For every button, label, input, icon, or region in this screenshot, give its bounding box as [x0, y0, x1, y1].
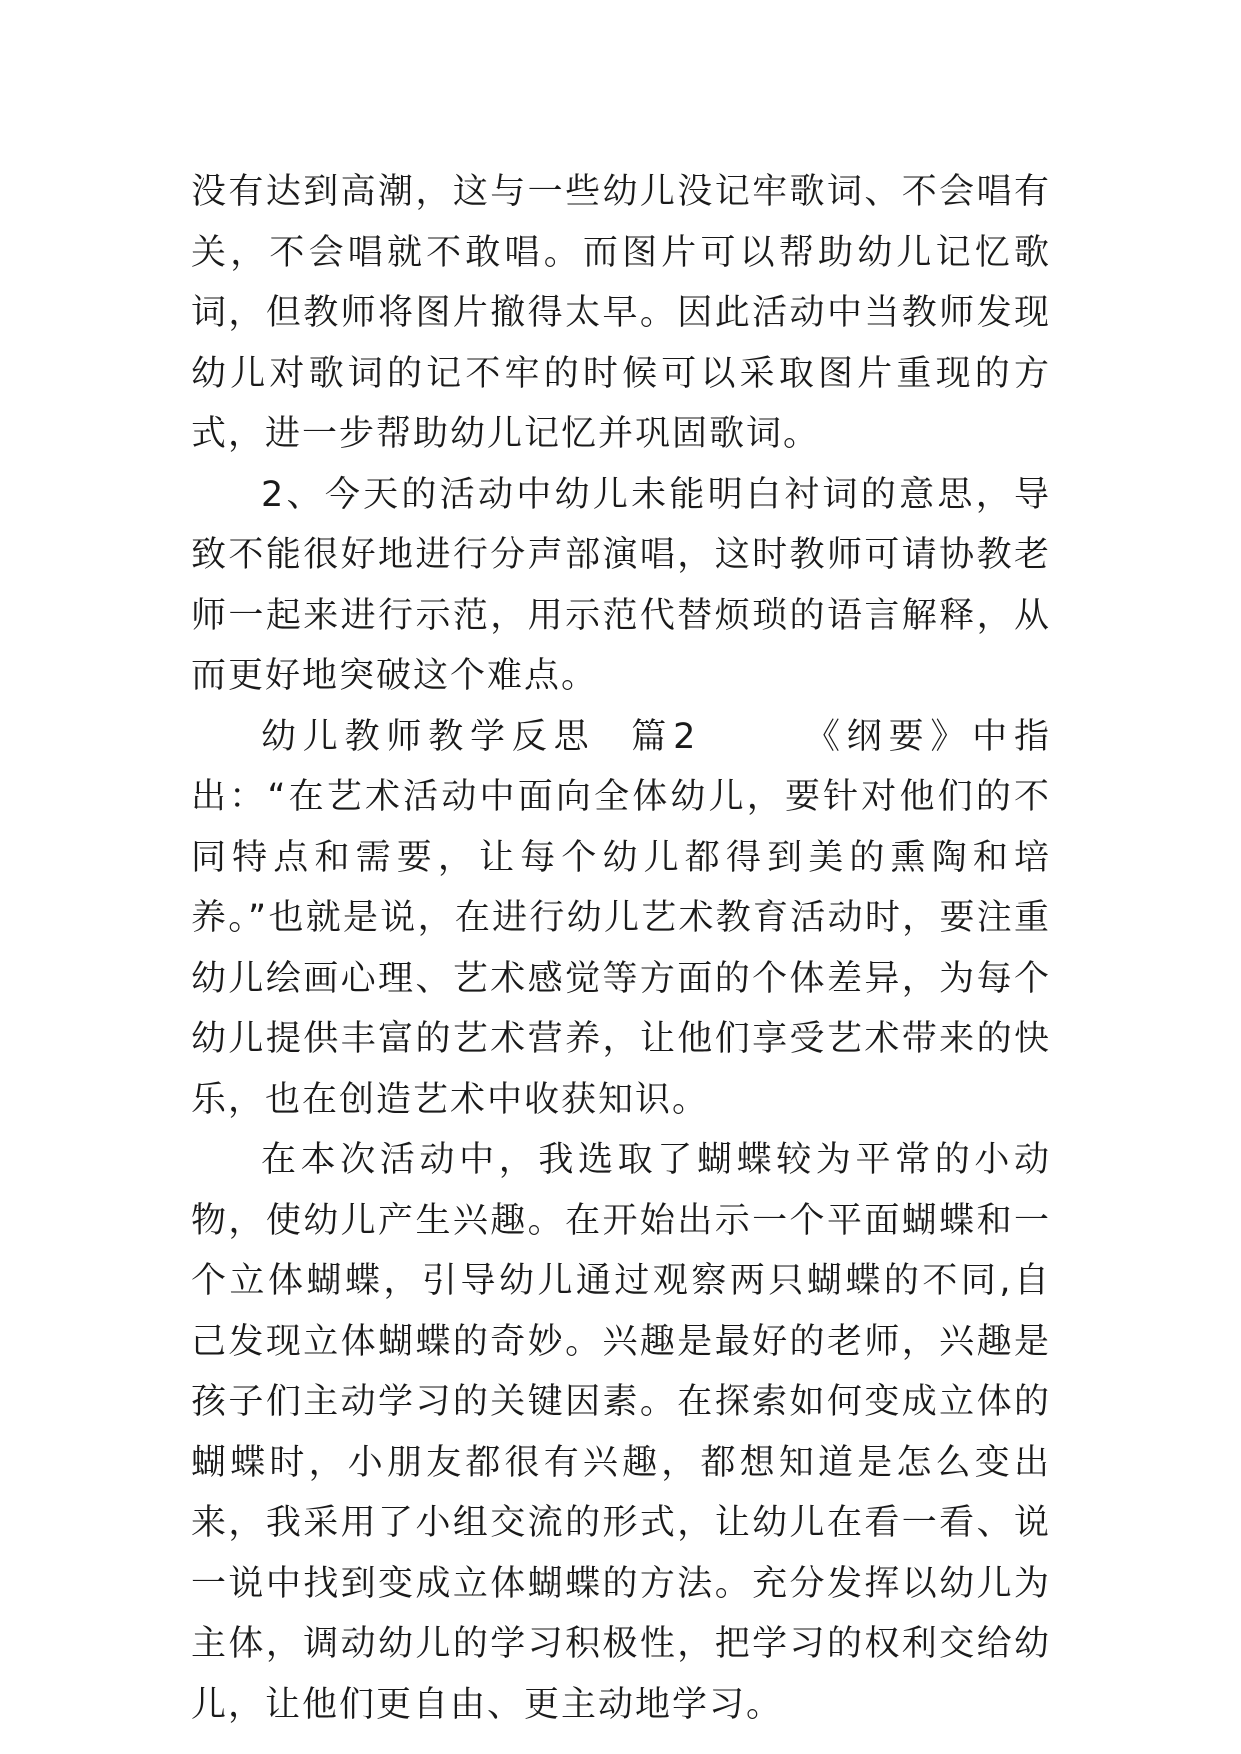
body-text — [191, 162, 1051, 1735]
paragraph-3-section-2-intro: 幼儿教师教学反思 篇2 《纲要》中指出：“在艺术活动中面向全体幼儿，要针对他们的不同特点和需要，让每个幼儿都得到美的熏陶和培养。”也就是说，在进行幼儿艺术教育活动时，要注重幼儿绘画心理、艺术感觉等方面的个体差异，为每个幼儿提供丰富的艺术营养，让他们享受艺术带来的快乐，也在创造艺术中收获知识。 — [191, 716, 1051, 1120]
paragraph-2-reflection-point: 2、今天的活动中幼儿未能明白衬词的意思，导致不能很好地进行分声部演唱，这时教师可请协教老师一起来进行示范，用示范代替烦琐的语言解释，从而更好地突破这个难点。 — [191, 474, 1051, 696]
paragraph-4-activity-description: 在本次活动中，我选取了蝴蝶较为平常的小动物，使幼儿产生兴趣。在开始出示一个平面蝴蝶和一个立体蝴蝶，引导幼儿通过观察两只蝴蝶的不同,自己发现立体蝴蝶的奇妙。兴趣是最好的老师，兴趣是孩子们主动学习的关键因素。在探索如何变成立体的蝴蝶时，小朋友都很有兴趣，都想知道是怎么变出来，我采用了小组交流的形式，让幼儿在看一看、说一说中找到变成立体蝴蝶的方法。充分发挥以幼儿为主体，调动幼儿的学习积极性，把学习的权利交给幼儿，让他们更自由、更主动地学习。 — [191, 1140, 1051, 1725]
paragraph-1-continuation: 没有达到高潮，这与一些幼儿没记牢歌词、不会唱有关，不会唱就不敢唱。而图片可以帮助幼儿记忆歌词，但教师将图片撤得太早。因此活动中当教师发现幼儿对歌词的记不牢的时候可以采取图片重现的方式，进一步帮助幼儿记忆并巩固歌词。 — [191, 172, 1051, 454]
